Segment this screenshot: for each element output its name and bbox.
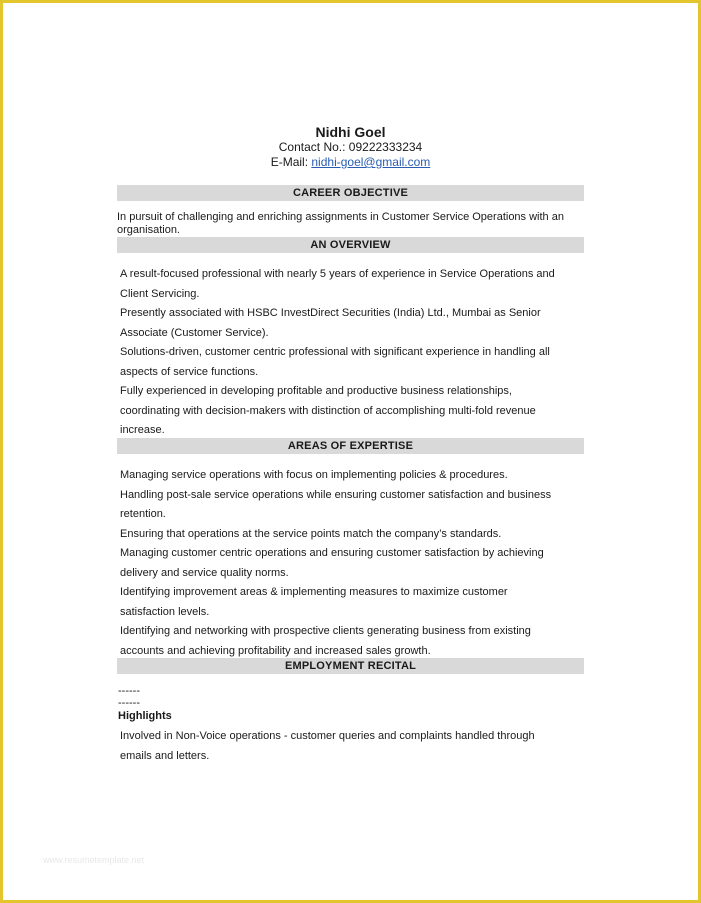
career-objective-text: In pursuit of challenging and enriching assignments in Customer Service Operations with an organisation.: [117, 211, 564, 236]
expertise-line: Handling post-sale service operations while ensuring customer satisfaction and business: [120, 488, 552, 501]
expertise-line: retention.: [120, 508, 166, 520]
overview-line: Client Servicing.: [120, 287, 200, 300]
overview-line: coordinating with decision-makers with distinction of accomplishing multi-fold revenue: [120, 404, 536, 417]
email-link[interactable]: nidhi-goel@gmail.com: [311, 155, 431, 169]
section-header-overview: AN OVERVIEW: [117, 237, 584, 253]
highlight-line: Involved in Non-Voice operations - customer queries and complaints handled through: [120, 730, 535, 742]
resume-header: [3, 124, 698, 170]
employment-placeholder: [118, 685, 140, 709]
section-header-employment: EMPLOYMENT RECITAL: [117, 658, 584, 674]
highlights-list: [120, 727, 582, 766]
section-header-expertise: AREAS OF EXPERTISE: [117, 438, 584, 454]
candidate-name: Nidhi Goel: [315, 124, 386, 140]
overview-line: aspects of service functions.: [120, 365, 259, 378]
overview-line: Presently associated with HSBC InvestDirect Securities (India) Ltd., Mumbai as Senior: [120, 307, 541, 319]
expertise-line: Managing service operations with focus on implementing policies & procedures.: [120, 469, 508, 481]
highlight-line: emails and letters.: [120, 749, 210, 762]
overview-line: increase.: [120, 424, 165, 436]
overview-line: A result-focused professional with nearly 5 years of experience in Service Operations and: [120, 268, 555, 280]
dash-line: ------: [118, 697, 140, 709]
expertise-line: Managing customer centric operations and ensuring customer satisfaction by achieving: [120, 547, 544, 559]
email-line: [3, 155, 698, 170]
expertise-list: [120, 466, 582, 661]
expertise-line: satisfaction levels.: [120, 605, 210, 618]
email-label: E-Mail:: [270, 155, 312, 169]
highlights-heading: Highlights: [118, 710, 172, 722]
expertise-line: Identifying improvement areas & implementing measures to maximize customer: [120, 586, 508, 598]
overview-list: [120, 265, 582, 441]
section-header-career-objective: CAREER OBJECTIVE: [117, 185, 584, 201]
contact-number: Contact No.: 09222333234: [278, 140, 423, 154]
expertise-line: Ensuring that operations at the service points match the company’s standards.: [120, 527, 502, 540]
watermark: www.resumetemplate.net: [43, 855, 145, 865]
overview-line: Fully experienced in developing profitable and productive business relationships,: [120, 385, 512, 397]
expertise-line: accounts and achieving profitability and increased sales growth.: [120, 644, 431, 657]
overview-line: Associate (Customer Service).: [120, 326, 269, 339]
dash-line: ------: [118, 685, 140, 697]
overview-line: Solutions-driven, customer centric professional with significant experience in handling all: [120, 346, 550, 358]
expertise-line: Identifying and networking with prospective clients generating business from existing: [120, 625, 531, 637]
expertise-line: delivery and service quality norms.: [120, 566, 289, 579]
